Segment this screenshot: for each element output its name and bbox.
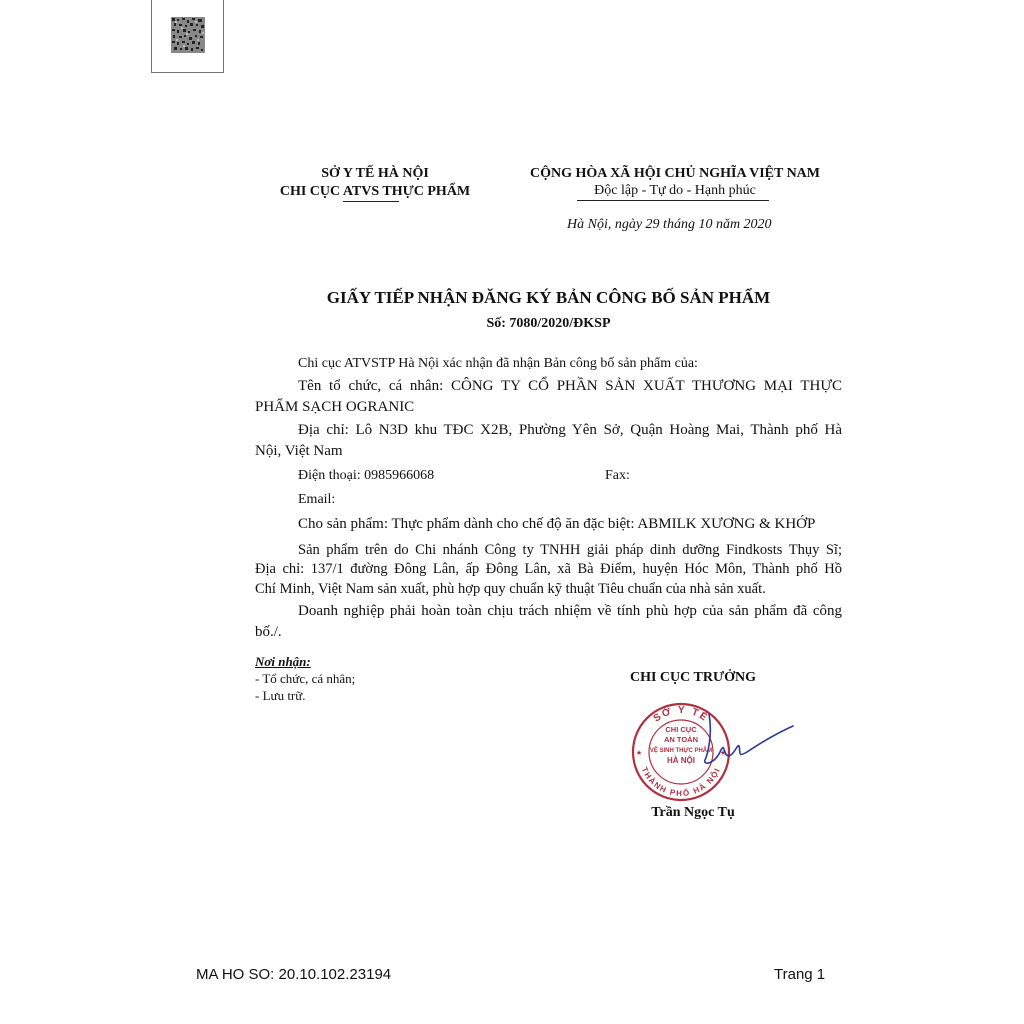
stamp-line-1: CHI CỤC [665, 725, 697, 734]
manufacturer-line-1: Sản phẩm trên do Chi nhánh Công ty TNHH giải pháp dinh dưỡng Findkosts Thụy Sĩ; [298, 542, 842, 558]
national-title: CỘNG HÒA XÃ HỘI CHỦ NGHĨA VIỆT NAM [529, 166, 820, 181]
agency-underline [343, 201, 399, 202]
organization-line-1: Tên tổ chức, cá nhân: CÔNG TY CỔ PHẦN SẢN XUẤT THƯƠNG MẠI THỰC [298, 378, 842, 394]
svg-text:SỞ Y TẾ [652, 704, 712, 724]
email-field: Email: [298, 492, 336, 507]
intro-text: Chi cục ATVSTP Hà Nội xác nhận đã nhận Bản công bố sản phẩm của: [298, 356, 698, 371]
record-number: MA HO SO: 20.10.102.23194 [196, 966, 392, 983]
product-line: Cho sản phẩm: Thực phẩm dành cho chế độ ăn đặc biệt: ABMILK XƯƠNG & KHỚP [298, 516, 816, 532]
responsibility-line-1: Doanh nghiệp phải hoàn toàn chịu trách nhiệm về tính phù hợp của sản phẩm đã công [298, 603, 842, 619]
qr-code-pattern [171, 17, 205, 53]
recipients-label: Nơi nhận: [255, 654, 311, 669]
signer-title: CHI CỤC TRƯỞNG [629, 670, 756, 685]
phone-field: Điện thoại: 0985966068 [298, 468, 435, 483]
agency-parent: SỞ Y TẾ HÀ NỘI [321, 166, 429, 181]
organization-line-2: PHẨM SẠCH OGRANIC [255, 399, 415, 415]
stamp-top-text: SỞ Y TẾ [651, 704, 711, 725]
manufacturer-line-3: Chí Minh, Việt Nam sản xuất, phù hợp quy chuẩn kỹ thuật Tiêu chuẩn của nhà sản xuất. [255, 581, 766, 597]
address-line-2: Nội, Việt Nam [255, 443, 343, 459]
national-motto: Độc lập - Tự do - Hạnh phúc [594, 183, 756, 198]
svg-text:★: ★ [719, 750, 727, 757]
document-number: Số: 7080/2020/ĐKSP [486, 316, 611, 331]
address-line-1: Địa chỉ: Lô N3D khu TĐC X2B, Phường Yên Sở, Quận Hoàng Mai, Thành phố Hà [298, 422, 842, 438]
stamp-bottom-text: THÀNH PHỐ HÀ NỘI [639, 765, 723, 799]
qr-code [151, 0, 224, 73]
stamp-line-2: AN TOÀN [663, 735, 699, 744]
official-stamp [625, 696, 805, 806]
stamp-line-4: HÀ NỘI [667, 756, 695, 765]
svg-text:★: ★ [635, 750, 643, 757]
document-title: GIẤY TIẾP NHẬN ĐĂNG KÝ BẢN CÔNG BỐ SẢN PHẨM [326, 288, 771, 307]
recipient-item: - Lưu trữ. [255, 688, 306, 703]
agency-name: CHI CỤC ATVS THỰC PHẨM [279, 184, 471, 199]
issue-date: Hà Nội, ngày 29 tháng 10 năm 2020 [567, 217, 772, 232]
motto-underline [577, 200, 769, 201]
signer-name: Trần Ngọc Tụ [651, 805, 735, 820]
responsibility-line-2: bố./. [255, 624, 282, 640]
recipient-item: - Tổ chức, cá nhân; [255, 671, 356, 686]
page-number: Trang 1 [774, 966, 826, 983]
svg-text:THÀNH PHỐ HÀ NỘI [640, 766, 723, 798]
fax-field: Fax: [605, 468, 630, 483]
stamp-line-3: VỆ SINH THỰC PHẨM [649, 748, 713, 754]
manufacturer-line-2: Địa chỉ: 137/1 đường Đông Lân, ấp Đông Lân, xã Bà Điểm, huyện Hóc Môn, Thành phố Hồ [255, 561, 842, 577]
